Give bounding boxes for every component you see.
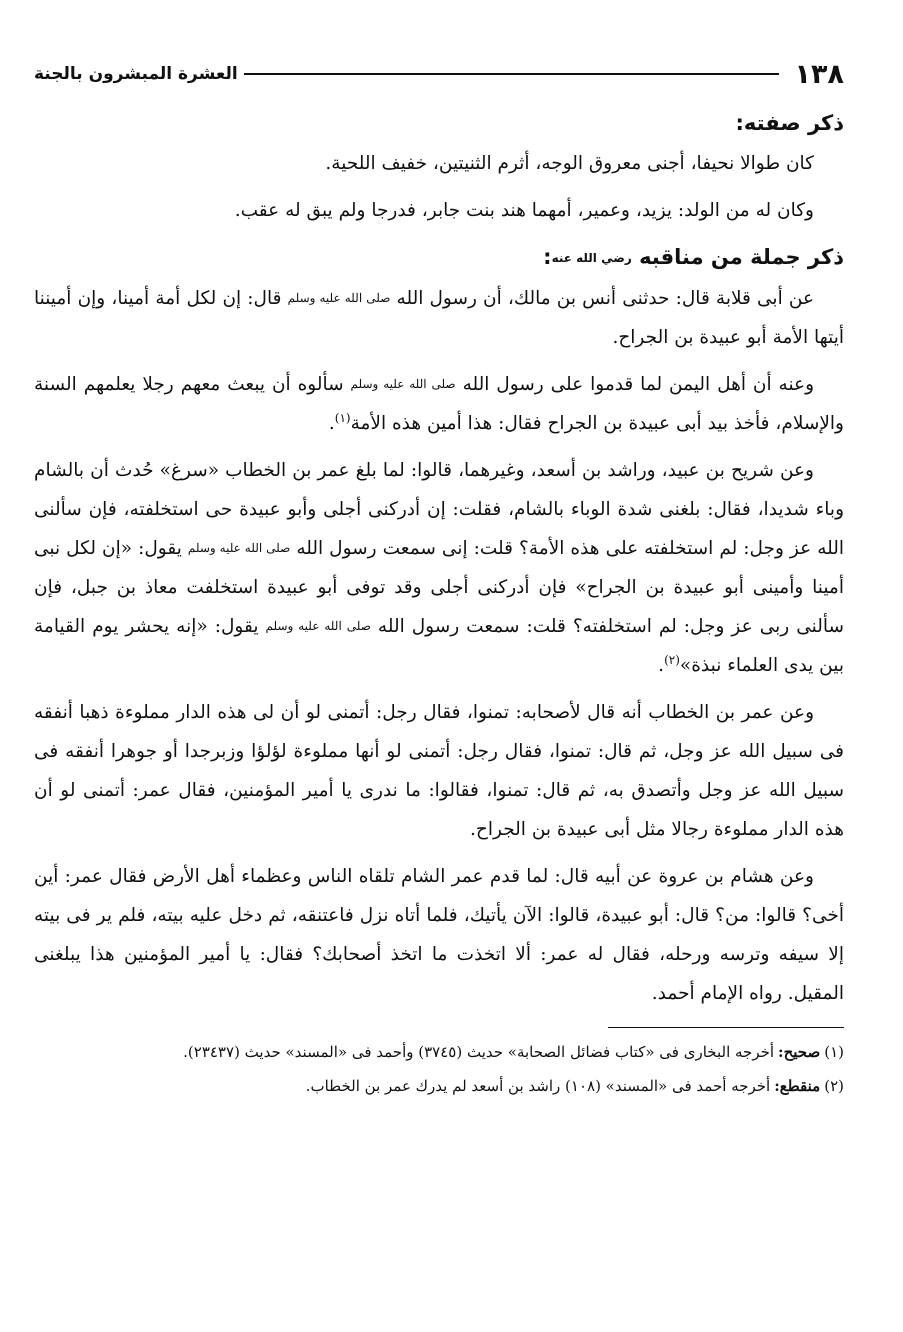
paragraph-umar-visit: وعن هشام بن عروة عن أبيه قال: لما قدم عمر الشام تلقاه الناس وعظماء أهل الأرض فقال عمر: أين أخى؟ قالوا: من؟ قال: أبو عبيدة، قالوا: الآن يأتيك، فلما أتاه نزل فاعتنقه، ثم دخل عليه بيته، فلم ير فى بيته إلا سيفه وترسه ورحله، فقال له عمر: ألا اتخذت ما اتخذ أصحابك؟ فقال: يا أمير المؤمنين هذا يبلغنى المقيل. رواه الإمام أحمد.: [34, 866, 844, 1004]
page-number: ١٣٨: [794, 58, 844, 90]
footnote-text: أخرجه أحمد فى «المسند» (١٠٨) راشد بن أسعد لم يدرك عمر بن الخطاب.: [305, 1077, 771, 1095]
book-page: [34, 52, 844, 1106]
footnote-1: [34, 1038, 844, 1066]
heading-text: ذكر جملة من مناقبه: [639, 245, 844, 269]
footnote-ref-2[interactable]: (٢): [664, 652, 680, 667]
text-run: وعنه أن أهل اليمن لما قدموا على رسول الله: [462, 374, 815, 395]
footnote-2: [34, 1072, 844, 1100]
honorific-mark: رضي الله عنه: [551, 251, 632, 265]
text-run: .: [658, 655, 665, 676]
text-run: يقول: «إنه يحشر يوم القيامة بين يدى العلماء نبذة»: [34, 616, 844, 676]
footnote-separator: [608, 1027, 844, 1028]
paragraph-children: وكان له من الولد: يزيد، وعمير، أمهما هند بنت جابر، فدرجا ولم يبق له عقب.: [234, 200, 814, 221]
paragraph-hadith-3: [34, 451, 844, 685]
text-run: قال: إن لكل أمة أمينا، وإن أميننا أيتها الأمة أبو عبيدة بن الجراح.: [34, 288, 844, 348]
salawat-mark: صلى الله عليه وسلم: [187, 541, 291, 555]
text-run: عن أبى قلابة قال: حدثنى أنس بن مالك، أن رسول الله: [396, 288, 814, 309]
text-run: سألوه أن يبعث معهم رجلا يعلمهم السنة والإسلام، فأخذ بيد أبى عبيدة بن الجراح فقال: هذا أمين هذه الأمة: [34, 374, 844, 434]
header-rule: [244, 73, 779, 75]
paragraph-umar-wish: وعن عمر بن الخطاب أنه قال لأصحابه: تمنوا، فقال رجل: أتمنى لو أن لى هذه الدار مملوءة ذهبا أنفقه فى سبيل الله عز وجل، ثم قال: تمنوا، فقال رجل: أتمنى لو أنها مملوءة لؤلؤا وزبرجدا أو جوهرا أنفقه فى سبيل الله عز وجل وأتصدق به، ثم قال: تمنوا، فقالوا: ما ندرى يا أمير المؤمنين، فقال عمر: أتمنى لو أن هذه الدار مملوءة رجالا مثل أبى عبيدة بن الجراح.: [34, 702, 844, 840]
running-title: العشرة المبشرون بالجنة: [34, 64, 238, 84]
paragraph-hadith-2: [34, 365, 844, 443]
paragraph-description: كان طوالا نحيفا، أجنى معروق الوجه، أثرم الثنيتين، خفيف اللحية.: [325, 153, 814, 174]
salawat-mark: صلى الله عليه وسلم: [265, 619, 371, 633]
text-run: يقول: «إن لكل نبى أمينا وأمينى أبو عبيدة بن الجراح» فإن أدركنى أجلى وقد توفى أبو عبيدة استخلفت معاذ بن جبل، فإن سألنى ربى عز وجل: لم استخلفته؟ قلت: سمعت رسول الله: [34, 538, 844, 637]
section-heading-virtues: [34, 240, 844, 275]
footnote-grade: صحيح:: [778, 1043, 821, 1061]
page-header: [34, 52, 844, 96]
text-run: وعن شريح بن عبيد، وراشد بن أسعد، وغيرهما، قالوا: لما بلغ عمر بن الخطاب «سرغ» حُدث أن بالشام وباء شديدا، فقال: بلغنى شدة الوباء بالشام، فقلت: إن أدركنى أجلى وأبو عبيدة حى استخلفته، فإن سألنى الله عز وجل: لم استخلفته على هذه الأمة؟ قلت: إنى سمعت رسول الله: [34, 460, 845, 559]
footnote-ref-1[interactable]: (١): [334, 410, 351, 425]
footnote-text: أخرجه البخارى فى «كتاب فضائل الصحابة» حديث (٣٧٤٥) وأحمد فى «المسند» حديث (٢٣٤٣٧).: [183, 1043, 775, 1061]
footnote-number: (١): [824, 1043, 844, 1061]
section-heading-description: ذكر صفته:: [735, 111, 844, 135]
salawat-mark: صلى الله عليه وسلم: [287, 291, 391, 305]
paragraph-hadith-1: [34, 279, 844, 357]
text-run: .: [328, 413, 335, 434]
footnote-grade: منقطع:: [774, 1077, 821, 1095]
footnote-number: (٢): [824, 1077, 844, 1095]
salawat-mark: صلى الله عليه وسلم: [350, 377, 456, 391]
heading-colon: :: [543, 245, 552, 269]
